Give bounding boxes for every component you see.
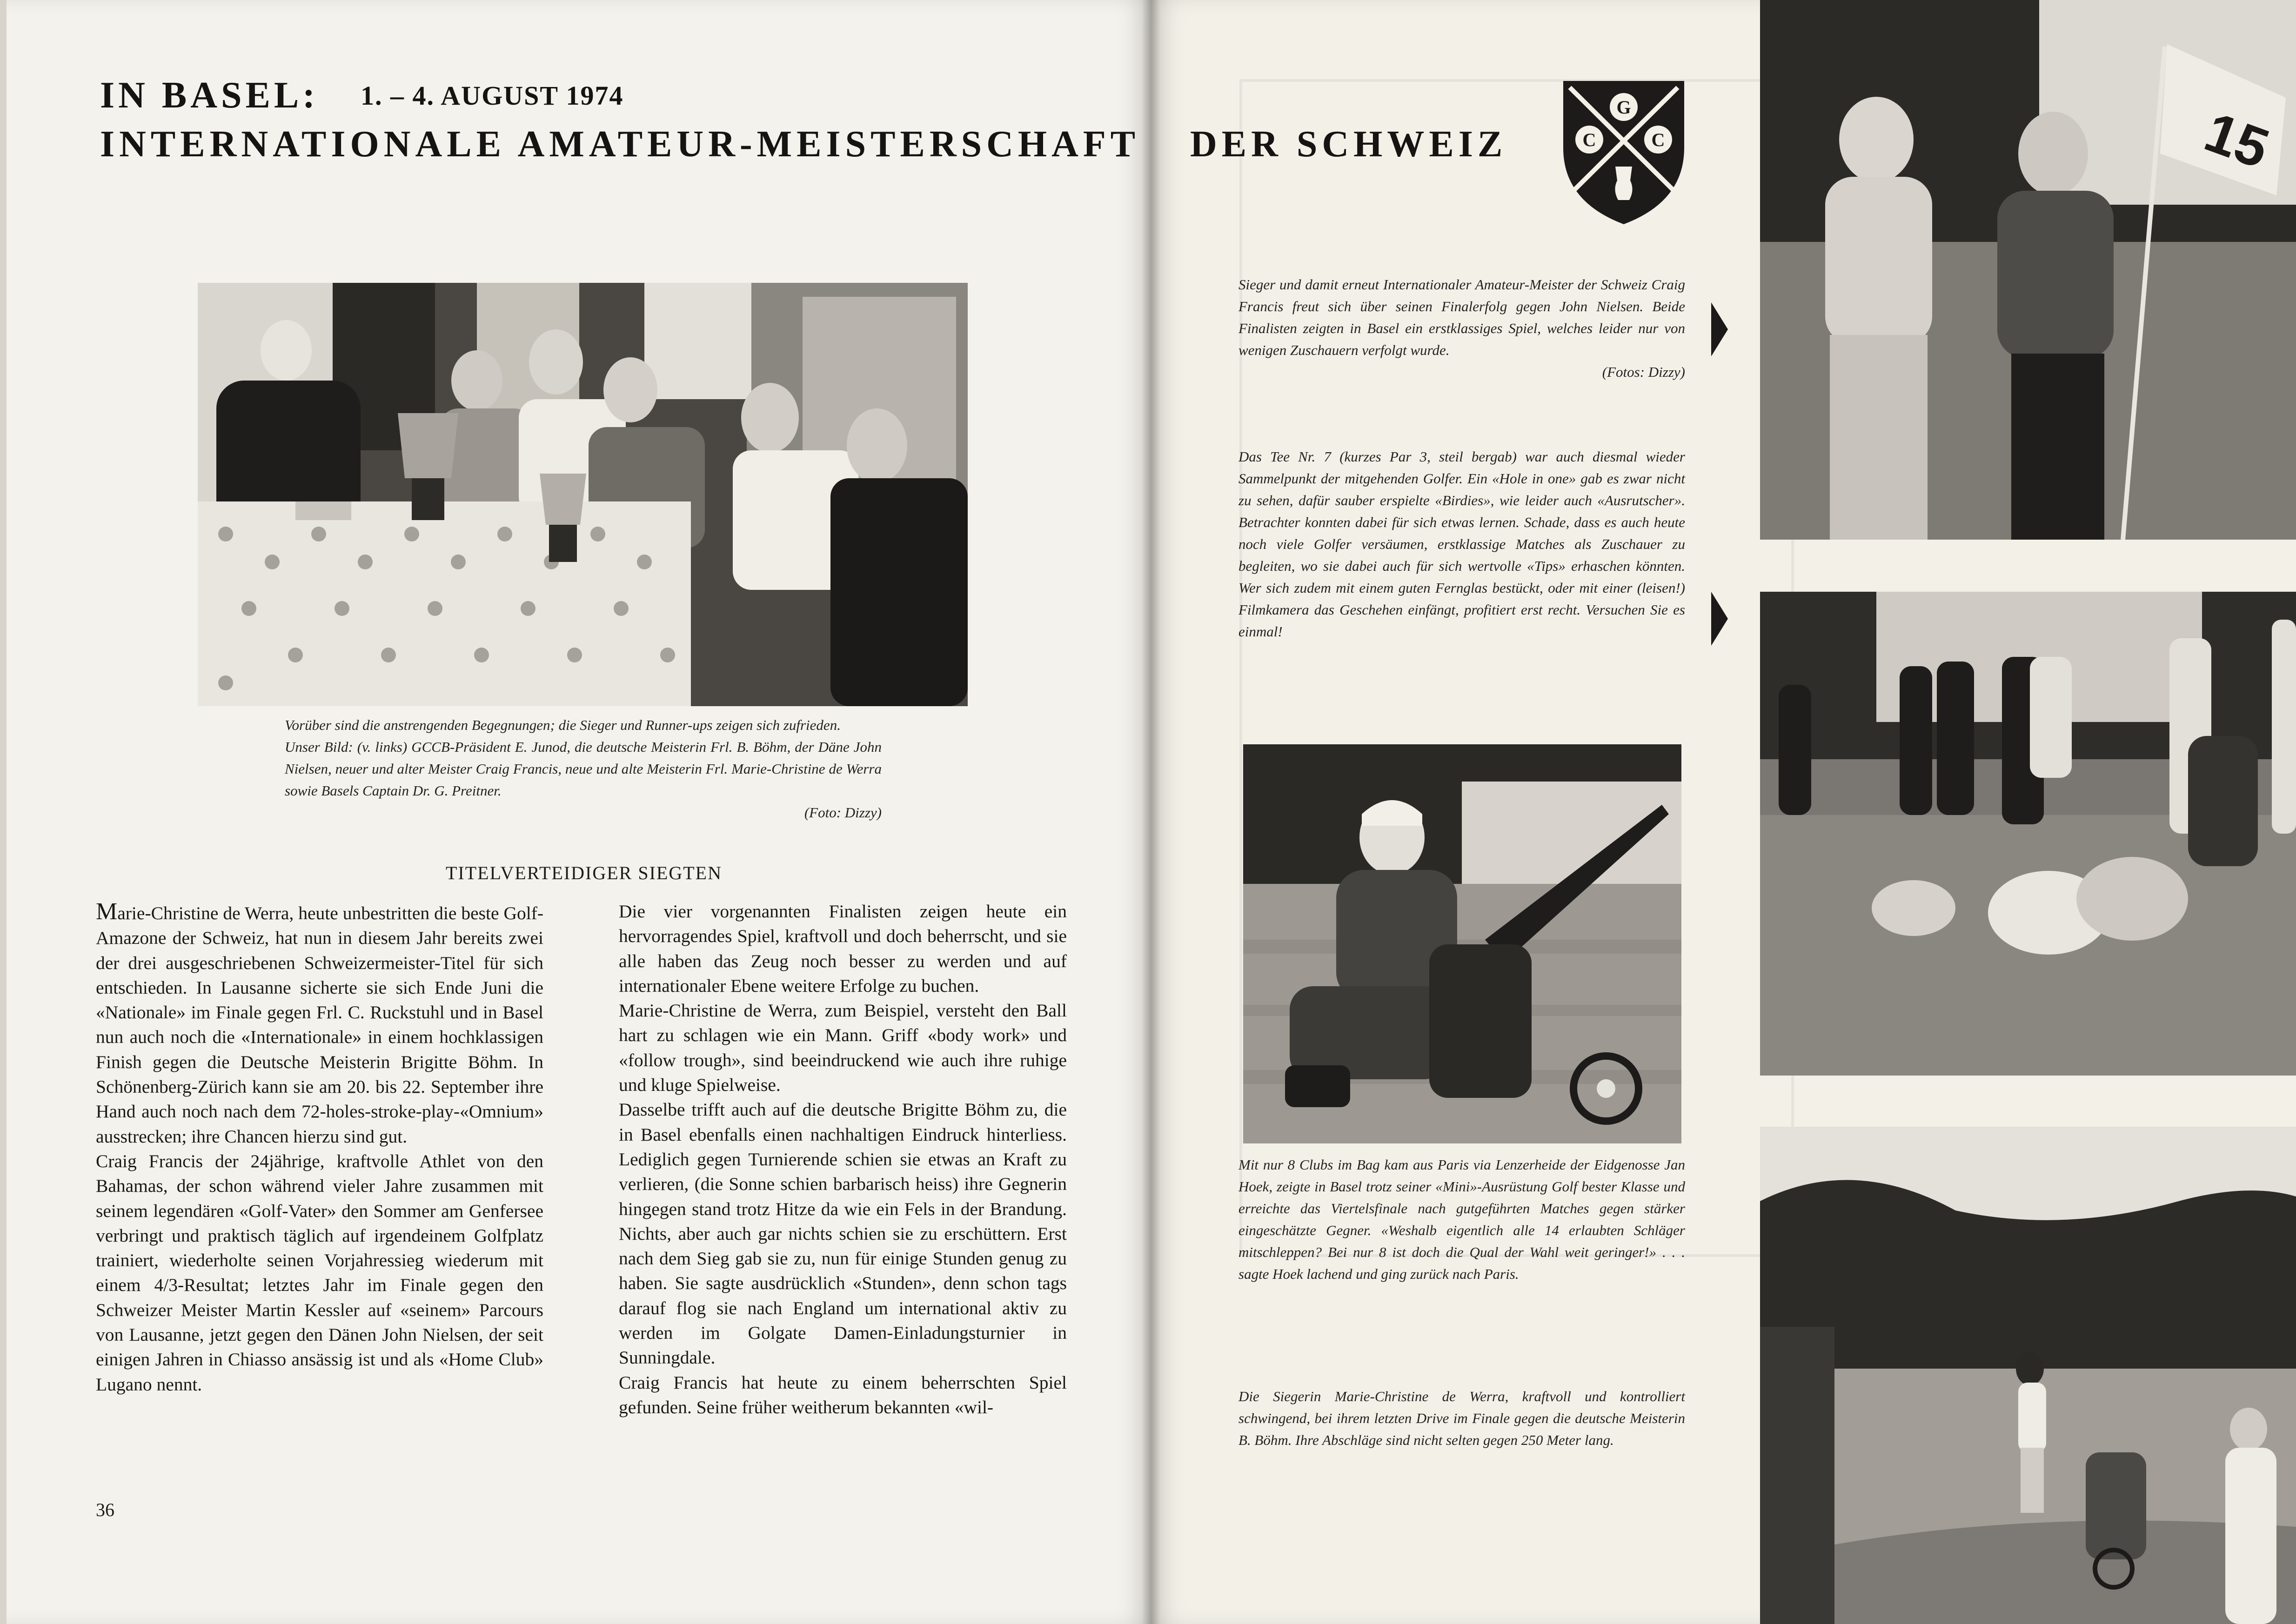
column-1-paragraph-2: Craig Francis der 24jährige, kraftvolle Athlet von den Bahamas, der schon während vieler Jahre zusammen mit seinem legendären «Golf-Vater» den Sommer am Genfersee verbringt und praktisch täglich auf irgendeinem Golfplatz trainiert, wiederholte seinen Vorjahressieg wiederum mit einem 4/3-Resultat; letztes Jahr im Finale gegen den Schweizer Meister Martin Kessler auf «seinem» Parcours von Lausanne, jetzt gegen den Dänen John Nielsen, der seit einigen Jahren in Chiasso ansässig ist und als «Home Club» Lugano nennt. — [96, 1150, 543, 1395]
caption-winner-text: Sieger und damit erneut Internationaler Amateur-Meister der Schweiz Craig Francis freut sich über seinen Finalerfolg gegen John Nielsen. Beide Finalisten zeigten in Basel ein erstklassiges Spiel, welches leider nur von wenigen Zuschauern verfolgt wurde. — [1238, 276, 1685, 358]
caption-winner — [1238, 274, 1685, 383]
article-column-2 — [619, 899, 1067, 1420]
crest-letter-c2: C — [1651, 129, 1665, 150]
headline-location: IN BASEL: — [100, 75, 319, 116]
photo-finalists-flag — [1760, 0, 2296, 540]
article-column-1 — [96, 899, 543, 1397]
column-2-paragraph-2: Marie-Christine de Werra, zum Beispiel, versteht den Ball hart zu schlagen wie ein Mann. Griff «body work» und «follow trough», sind beeindruckend wie auch ihre ruhige und kluge Spielweise. — [619, 1000, 1067, 1096]
flag-number: 15 — [2197, 100, 2277, 180]
caption-line-1: Vorüber sind die anstrengenden Begegnungen; die Sieger und Runner-ups zeigen sich zufrieden. — [285, 717, 841, 733]
caption-siegerin-text: Die Siegerin Marie-Christine de Werra, kraftvoll und kontrolliert schwingend, bei ihrem letzten Drive im Finale gegen die deutsche Meisterin B. Böhm. Ihre Abschläge sind nicht selten gegen 250 Meter lang. — [1238, 1388, 1685, 1448]
caption-line-2: Unser Bild: (v. links) GCCB-Präsident E. Junod, die deutsche Meisterin Frl. B. Böhm, der Däne John Nielsen, neuer und alter Meister Craig Francis, neue und alte Meisterin Frl. Marie-Christine de Werra sowie Basels Captain Dr. G. Preitner. — [285, 739, 882, 799]
photo-siegerin-drive — [1760, 1127, 2296, 1624]
drop-cap: M — [96, 898, 118, 925]
arrow-pointer-icon — [1711, 592, 1728, 646]
caption-jan-hoek — [1238, 1154, 1685, 1285]
column-2-paragraph-3: Dasselbe trifft auch auf die deutsche Brigitte Böhm zu, die in Basel ebenfalls einen nachhaltigen Eindruck hinterliess. Lediglich gegen Turnierende schien sie etwas an Kraft zu verlieren, (die Sonne schien barbarisch heiss) ihre Gegnerin hingegen stand trotz Hitze da wie ein Fels in der Brandung. Nichts, aber auch gar nichts schien sie zu erschüttern. Erst nach dem Sieg gab sie zu, nun für einige Stunden genug zu haben. Sie sagte ausdrücklich «Stunden», denn schon tags darauf flog sie nach England um international aktiv zu werden im Golgate Damen-Einladungsturnier in Sunningdale. — [619, 1099, 1067, 1368]
caption-credit: (Foto: Dizzy) — [804, 804, 882, 821]
photo-trophy-table — [198, 283, 968, 706]
gutter-shadow — [1142, 0, 1160, 1624]
caption-tee-seven — [1238, 446, 1685, 642]
caption-hoek-text: Mit nur 8 Clubs im Bag kam aus Paris via Lenzerheide der Eidgenosse Jan Hoek, zeigte in Basel trotz seiner «Mini»-Ausrüstung Golf bester Klasse und erreichte das Viertelsfinale nach gutgeführten Matches gegen stärker eingeschätzte Gegner. «Weshalb eigentlich alle 14 erlaubten Schläger mitschleppen? Bei nur 8 ist doch die Qual der Wahl weit geringer!» . . . sagte Hoek lachend und ging zurück nach Paris. — [1238, 1156, 1685, 1282]
headline-title: INTERNATIONALE AMATEUR-MEISTERSCHAFT — [100, 124, 1140, 165]
headline-date: 1. – 4. AUGUST 1974 — [361, 80, 624, 111]
photo-caption-trophy — [285, 714, 882, 823]
crest-letter-g: G — [1616, 97, 1631, 118]
photo-jan-hoek — [1243, 744, 1681, 1143]
page-number: 36 — [96, 1499, 114, 1520]
caption-tee-text: Das Tee Nr. 7 (kurzes Par 3, steil bergab) war auch diesmal wieder Sammelpunkt der mitgehenden Golfer. Ein «Hole in one» gab es zwar nicht zu sehen, dafür sauber erspielte «Birdies», wie leider auch «Ausrutscher». Betrachter konnten dabei für sich etwas lernen. Schade, dass es auch heute noch viele Golfer versäumen, erstklassige Matches als Zuschauer zu begleiten, wo sie dabei auch für sich wertvolle «Tips» erhaschen könnten. Wer sich zudem mit einem guten Fernglas bestückt, oder mit einer (leisen!) Filmkamera das Geschehen einfängt, profitiert erst recht. Versuchen Sie es einmal! — [1238, 448, 1685, 640]
photo-gallery-tee-seven — [1760, 592, 2296, 1076]
column-2-paragraph-4: Craig Francis hat heute zu einem beherrschten Spiel gefunden. Seine früher weitherum bekannten «wil- — [619, 1372, 1067, 1417]
headline-title-continued: DER SCHWEIZ — [1190, 124, 1507, 165]
caption-siegerin — [1238, 1385, 1685, 1451]
arrow-pointer-icon — [1711, 302, 1728, 356]
column-1-paragraph-1: Marie-Christine de Werra, heute unbestritten die beste Golf-Amazone der Schweiz, hat nun in diesem Jahr bereits zwei der drei ausgeschriebenen Schweizermeister-Titel für sich entschieden. In Lausanne sicherte sie sich Ende Juni die «Nationale» im Finale gegen Frl. C. Ruckstuhl und in Basel nun auch noch die «Internationale» in einem hochklassigen Finish gegen die Deutsche Meisterin Brigitte Böhm. In Schönenberg-Zürich kann sie am 20. bis 22. September ihre Hand auch noch nach dem 72-holes-stroke-play-«Omnium» ausstrecken; ihre Chancen hierzu sind gut. — [96, 898, 543, 1147]
crest-letter-c1: C — [1582, 129, 1596, 150]
article-subheading: TITELVERTEIDIGER SIEGTEN — [445, 862, 722, 883]
column-2-paragraph-1: Die vier vorgenannten Finalisten zeigen heute ein hervorragendes Spiel, kraftvoll und doch beherrscht, und sie alle haben das Zeug noch besser zu werden und auf internationaler Ebene weitere Erfolge zu buchen. — [619, 901, 1067, 996]
caption-winner-credit: (Fotos: Dizzy) — [1602, 364, 1685, 380]
club-crest-logo — [1560, 78, 1687, 227]
